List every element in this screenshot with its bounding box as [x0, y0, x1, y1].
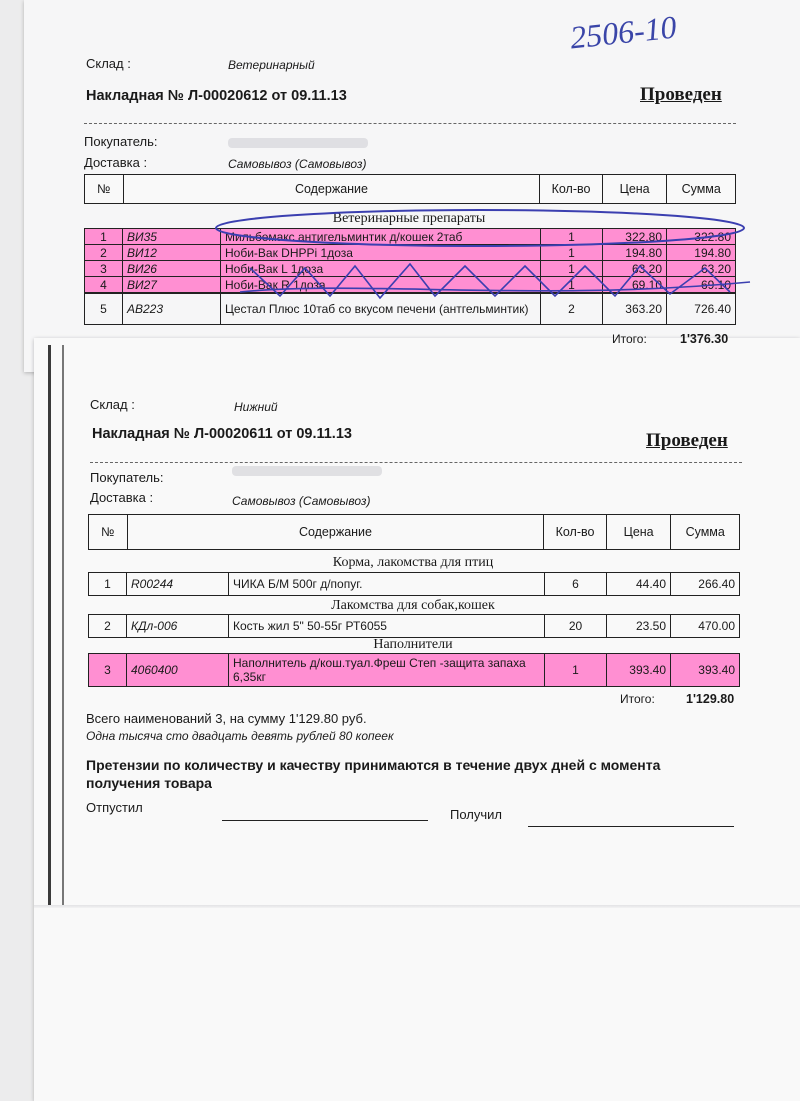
- cell-price: 393.40: [607, 654, 671, 686]
- cell-sum: 266.40: [698, 577, 735, 591]
- delivery-label: Доставка :: [90, 490, 154, 505]
- scan-edge: [48, 345, 51, 905]
- delivery-label: Доставка :: [84, 155, 148, 170]
- category-title: Ветеринарные препараты: [332, 211, 486, 226]
- cell-qty: 1: [541, 229, 603, 244]
- redacted-buyer: [232, 466, 382, 476]
- column-header: №: [85, 175, 124, 203]
- cell-num: 2: [85, 245, 123, 260]
- cell-num: 1: [85, 229, 123, 244]
- column-header: Сумма: [681, 182, 721, 196]
- cell-name: Кость жил 5" 50-55г РТ6055: [229, 615, 545, 637]
- invoice-title: Накладная № Л-00020611 от 09.11.13: [92, 426, 352, 442]
- status-stamp: Проведен: [646, 430, 728, 451]
- column-header: Сумма: [685, 525, 725, 539]
- cell-price: 23.50: [607, 615, 671, 637]
- cell-code: R00244: [127, 573, 229, 595]
- cell-code: ВИ12: [123, 245, 221, 260]
- cell-num: 5: [85, 294, 123, 324]
- cell-name: Мильбемакс антигельминтик д/кошек 2таб: [221, 229, 541, 244]
- total-value: 1'129.80: [686, 692, 735, 706]
- received-signature-line: [528, 826, 734, 827]
- paper-fold: [34, 905, 800, 908]
- cell-qty: 6: [545, 573, 607, 595]
- summary-words: Одна тысяча сто двадцать девять рублей 80 копеек: [86, 729, 394, 743]
- handwritten-note: 2506-10: [568, 8, 679, 56]
- cell-name: ЧИКА Б/М 500г д/попуг.: [229, 573, 545, 595]
- cell-price: 63.20: [603, 261, 667, 276]
- warehouse-value: Ветеринарный: [228, 58, 315, 72]
- table-header: [88, 514, 740, 550]
- cell-qty: 1: [541, 261, 603, 276]
- cell-sum: 393.40: [698, 663, 735, 677]
- cell-code: ВИ27: [123, 277, 221, 292]
- column-header: Кол-во: [540, 175, 603, 203]
- cell-sum: 63.20: [700, 261, 731, 276]
- cell-price: 194.80: [603, 245, 667, 260]
- cell-price: 363.20: [603, 294, 667, 324]
- received-label: Получил: [450, 807, 502, 822]
- cell-name: Ноби-Вак DHPPi 1доза: [221, 245, 541, 260]
- cell-qty: 2: [541, 294, 603, 324]
- column-header: Кол-во: [544, 515, 607, 549]
- column-header: Цена: [607, 515, 672, 549]
- cell-sum: 726.40: [694, 302, 731, 316]
- column-header: №: [89, 515, 128, 549]
- delivery-value: Самовывоз (Самовывоз): [228, 157, 367, 171]
- cell-qty: 1: [545, 654, 607, 686]
- redacted-buyer: [228, 138, 368, 148]
- cell-sum: 322.80: [694, 229, 731, 244]
- cell-code: АВ223: [123, 294, 221, 324]
- cell-code: ВИ26: [123, 261, 221, 276]
- column-header: Содержание: [128, 515, 544, 549]
- buyer-label: Покупатель:: [90, 470, 164, 485]
- warehouse-label: Склад :: [90, 397, 135, 412]
- cell-sum: 470.00: [698, 619, 735, 633]
- released-signature-line: [222, 820, 428, 821]
- category-title: Наполнители: [373, 637, 453, 652]
- released-label: Отпустил: [86, 800, 143, 815]
- category-title: Лакомства для собак,кошек: [331, 598, 495, 613]
- cell-price: 69.10: [603, 277, 667, 292]
- cell-qty: 1: [541, 277, 603, 292]
- table-row: [88, 572, 740, 596]
- cell-sum: 69.10: [700, 277, 731, 292]
- cell-code: ВИ35: [123, 229, 221, 244]
- total-label: Итого:: [620, 692, 655, 706]
- invoice-title: Накладная № Л-00020612 от 09.11.13: [86, 88, 347, 104]
- cell-num: 1: [89, 573, 127, 595]
- column-header: Цена: [603, 175, 668, 203]
- cell-code: 4060400: [127, 654, 229, 686]
- cell-name: Ноби-Вак R 1доза: [221, 277, 541, 292]
- total-label: Итого:: [612, 332, 647, 346]
- cell-qty: 20: [545, 615, 607, 637]
- buyer-label: Покупатель:: [84, 134, 158, 149]
- table-row: [88, 653, 740, 687]
- claims-notice: Претензии по количеству и качеству принимаются в течение двух дней с момента получения товара: [86, 757, 661, 791]
- cell-code: КДл-006: [127, 615, 229, 637]
- category-title: Корма, лакомства для птиц: [332, 555, 494, 570]
- divider: [84, 123, 736, 124]
- cell-qty: 1: [541, 245, 603, 260]
- scan-edge: [62, 345, 64, 905]
- cell-num: 4: [85, 277, 123, 292]
- status-stamp: Проведен: [640, 84, 722, 105]
- summary-line: Всего наименований 3, на сумму 1'129.80 руб.: [86, 711, 367, 726]
- cell-num: 3: [85, 261, 123, 276]
- column-header: Содержание: [124, 175, 540, 203]
- pen-strikeout-marks: [210, 206, 770, 300]
- warehouse-label: Склад :: [86, 56, 131, 71]
- cell-price: 44.40: [607, 573, 671, 595]
- table-row: [88, 614, 740, 638]
- delivery-value: Самовывоз (Самовывоз): [232, 494, 371, 508]
- cell-num: 3: [89, 654, 127, 686]
- cell-name: Наполнитель д/кош.туал.Фреш Степ -защита запаха 6,35кг: [229, 654, 545, 686]
- table-header: [84, 174, 736, 204]
- cell-name: Ноби-Вак L 1доза: [221, 261, 541, 276]
- total-value: 1'376.30: [680, 332, 729, 346]
- cell-num: 2: [89, 615, 127, 637]
- cell-sum: 194.80: [694, 245, 731, 260]
- divider: [90, 462, 742, 463]
- cell-name: Цестал Плюс 10таб со вкусом печени (антгельминтик): [221, 294, 541, 324]
- warehouse-value: Нижний: [234, 400, 278, 414]
- cell-price: 322.80: [603, 229, 667, 244]
